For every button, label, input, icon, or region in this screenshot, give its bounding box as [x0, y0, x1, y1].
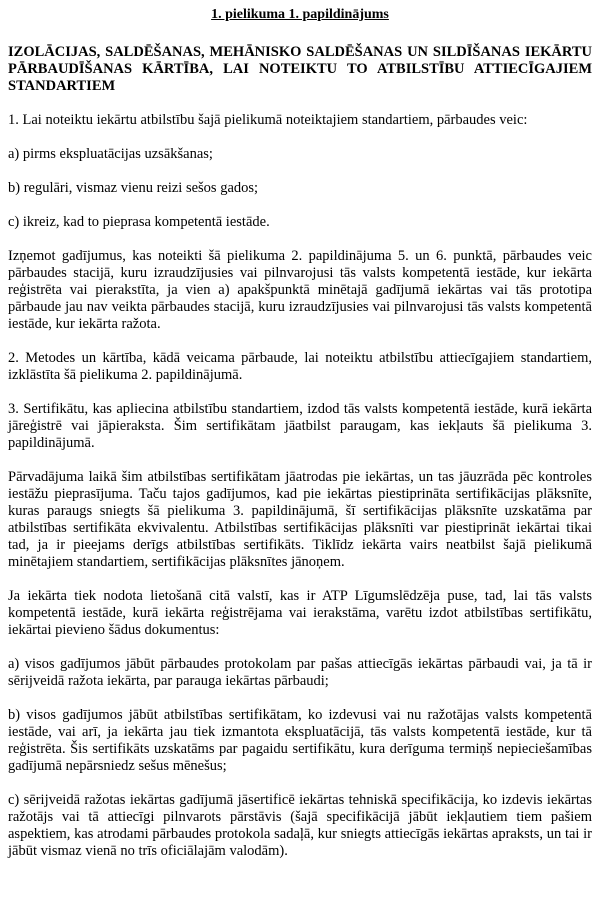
paragraph-item-c: c) ikreiz, kad to pieprasa kompetentā iestāde.: [8, 214, 270, 230]
paragraph-1-intro: 1. Lai noteiktu iekārtu atbilstību šajā pielikumā noteiktajiem standartiem, pārbaudes veic:: [8, 112, 528, 128]
paragraph-item-a: a) pirms ekspluatācijas uzsākšanas;: [8, 146, 213, 162]
paragraph-exceptions: Izņemot gadījumus, kas noteikti šā pielikuma 2. papildinājuma 5. un 6. punktā, pārbaudes veic pārbaudes stacijā, kuru izraudzījusies vai pilnvarojusi tās valsts kompetentā iestāde, kur iekārta reģistrēta vai pierakstīta, ja vien a) apakšpunktā minētajā gadījumā iekārtas vai tās prototipa pārbaude jau nav veikta pārbaudes stacijā, kuru izraudzījusies vai pilnvarojusi tās valsts kompetentā iestāde, kur iekārta ražota.: [8, 248, 592, 332]
paragraph-doc-b: b) visos gadījumos jābūt atbilstības sertifikātam, ko izdevusi vai nu ražotājas valsts kompetentā iestāde, vai arī, ja iekārta jau tiek izmantota ekspluatācijā, tās valsts kompetentā iestāde, kur tā reģistrēta. Šis sertifikāts uzskatāms par pagaidu sertifikātu, kura derīguma termiņš nepieciešamības gadījumā nepārsniedz sešus mēnešus;: [8, 707, 592, 774]
paragraph-2-methods: 2. Metodes un kārtība, kādā veicama pārbaude, lai noteiktu atbilstību attiecīgajiem standartiem, izklāstīta šā pielikuma 2. papildinājumā.: [8, 350, 592, 383]
appendix-heading: 1. pielikuma 1. papildinājums: [211, 7, 389, 22]
paragraph-3-certificate: 3. Sertifikātu, kas apliecina atbilstību standartiem, izdod tās valsts kompetentā iestāde, kurā iekārta jāreģistrē vai jāpieraksta. Šim sertifikātam jāatbilst paraugam, kas iekļauts šā pielikuma 3. papildinājumā.: [8, 401, 592, 451]
document-title: IZOLĀCIJAS, SALDĒŠANAS, MEHĀNISKO SALDĒŠANAS UN SILDĪŠANAS IEKĀRTU PĀRBAUDĪŠANAS KĀRTĪBA, LAI NOTEIKTU TO ATBILSTĪBU ATTIECĪGAJIEM STANDARTIEM: [8, 44, 592, 94]
paragraph-transport-plate: Pārvadājuma laikā šim atbilstības sertifikātam jāatrodas pie iekārtas, un tas jāuzrāda pēc kontroles iestāžu pieprasījuma. Taču tajos gadījumos, kad pie iekārtas piestiprināta sertifikācijas plāksnīte, kuras paraugs sniegts šā pielikuma 3. papildinājumā, šī sertifikācijas plāksnīte uzskatāma par atbilstības sertifikāta ekvivalentu. Atbilstības sertifikācijas plāksnīti var piestiprināt iekārtai tikai tad, ja ir pieejams derīgs atbilstības sertifikāts. Tiklīdz iekārta vairs neatbilst šajā pielikumā minētajiem standartiem, sertifikācijas plāksnītes jānoņem.: [8, 469, 592, 570]
paragraph-item-b: b) regulāri, vismaz vienu reizi sešos gados;: [8, 180, 259, 196]
paragraph-doc-c: c) sērijveidā ražotas iekārtas gadījumā jāsertificē iekārtas tehniskā specifikācija, ko izdevis iekārtas ražotājs vai tā attiecīgi pilnvarots pārstāvis (šajā specifikācijā jābūt iekļautiem tiem pašiem aspektiem, kas atrodami pārbaudes protokola sadaļā, kur sniegts attiecīgās iekārtas apraksts, un tai ir jābūt vismaz vienā no trīs oficiālajām valodām).: [8, 792, 592, 859]
paragraph-doc-a: a) visos gadījumos jābūt pārbaudes protokolam par pašas attiecīgās iekārtas pārbaudi vai, ja tā ir sērijveidā ražota iekārta, par parauga iekārtas pārbaudi;: [8, 656, 592, 689]
paragraph-other-country: Ja iekārta tiek nodota lietošanā citā valstī, kas ir ATP Līgumslēdzēja puse, tad, lai tās valsts kompetentā iestāde, kurā iekārta reģistrējama vai ierakstāma, varētu izdot atbilstības sertifikātu, iekārtai pievieno šādus dokumentus:: [8, 588, 592, 638]
